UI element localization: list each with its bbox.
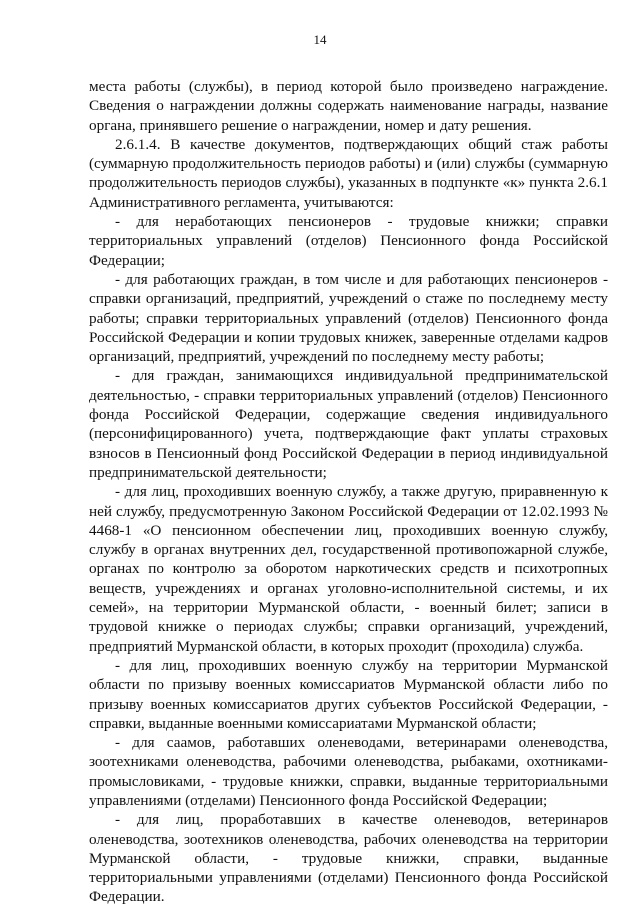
paragraph-military-service: - для лиц, проходивших военную службу, а также другую, приравненную к ней службу, предусмотренную Законом Российской Федерации от 12.02.1993 № 4468-1 «О пенсионном обеспечении лиц, проходивших военную службу, службу в органах внутренних дел, государственной противопожарной службе, органах по контролю за оборотом наркотических средств и психотропных веществ, учреждениях и органах уголовно-исполнительной системы, и их семей», на территории Мурманской области, - военный билет; записи в трудовой книжке о периодах службы; справки организаций, учреждений, предприятий Мурманской области, в которых проходит (проходила) служба.: [89, 483, 608, 655]
paragraph-non-working-pensioners: - для неработающих пенсионеров - трудовые книжки; справки территориальных управлений (отделов) Пенсионного фонда Российской Федерации;: [89, 213, 608, 269]
page-number: 14: [313, 32, 327, 47]
paragraph-2-6-1-4: 2.6.1.4. В качестве документов, подтверждающих общий стаж работы (суммарную продолжительность периодов работы) и (или) службы (суммарную продолжительность периодов службы), указанных в подпункте «к» пункта 2.6.1 Административного регламента, учитываются:: [89, 135, 608, 211]
paragraph-conscripts: - для лиц, проходивших военную службу на территории Мурманской области по призыву военных комиссариатов Мурманской области либо по призыву военных комиссариатов других субъектов Российской Федерации, - справки, выданные военными комиссариатами Мурманской области;: [89, 656, 608, 732]
paragraph-working-citizens: - для работающих граждан, в том числе и для работающих пенсионеров - справки организаций, предприятий, учреждений о стаже по последнему месту работы; справки территориальных управлений (отделов) Пенсионного фонда Российской Федерации и копии трудовых книжек, заверенные отделами кадров организаций, предприятий, учреждений по последнему месту работы;: [89, 270, 608, 366]
paragraph-saami-workers: - для саамов, работавших оленеводами, ветеринарами оленеводства, зоотехниками оленеводства, рабочими оленеводства, рыбаками, охотниками-промысловиками, - трудовые книжки, справки, выданные территориальными управлениями (отделами) Пенсионного фонда Российской Федерации;: [89, 734, 608, 809]
paragraph-award-info: места работы (службы), в период которой было произведено награждение. Сведения о награждении должны содержать наименование награды, название органа, принявшего решение о награждении, номер и дату решения.: [89, 78, 608, 134]
paragraph-reindeer-herding: - для лиц, проработавших в качестве оленеводов, ветеринаров оленеводства, зоотехников оленеводства, рабочих оленеводства на территории Мурманской области, - трудовые книжки, справки, выданные территориальными управлениями (отделами) Пенсионного фонда Российской Федерации.: [89, 811, 608, 906]
paragraph-entrepreneurs: - для граждан, занимающихся индивидуальной предпринимательской деятельностью, - справки территориальных управлений (отделов) Пенсионного фонда Российской Федерации, содержащие сведения индивидуального (персонифицированного) учета, подтверждающие факт уплаты страховых взносов в Пенсионный фонд Российской Федерации в период индивидуальной предпринимательской деятельности;: [89, 367, 608, 481]
document-body: [89, 77, 608, 907]
